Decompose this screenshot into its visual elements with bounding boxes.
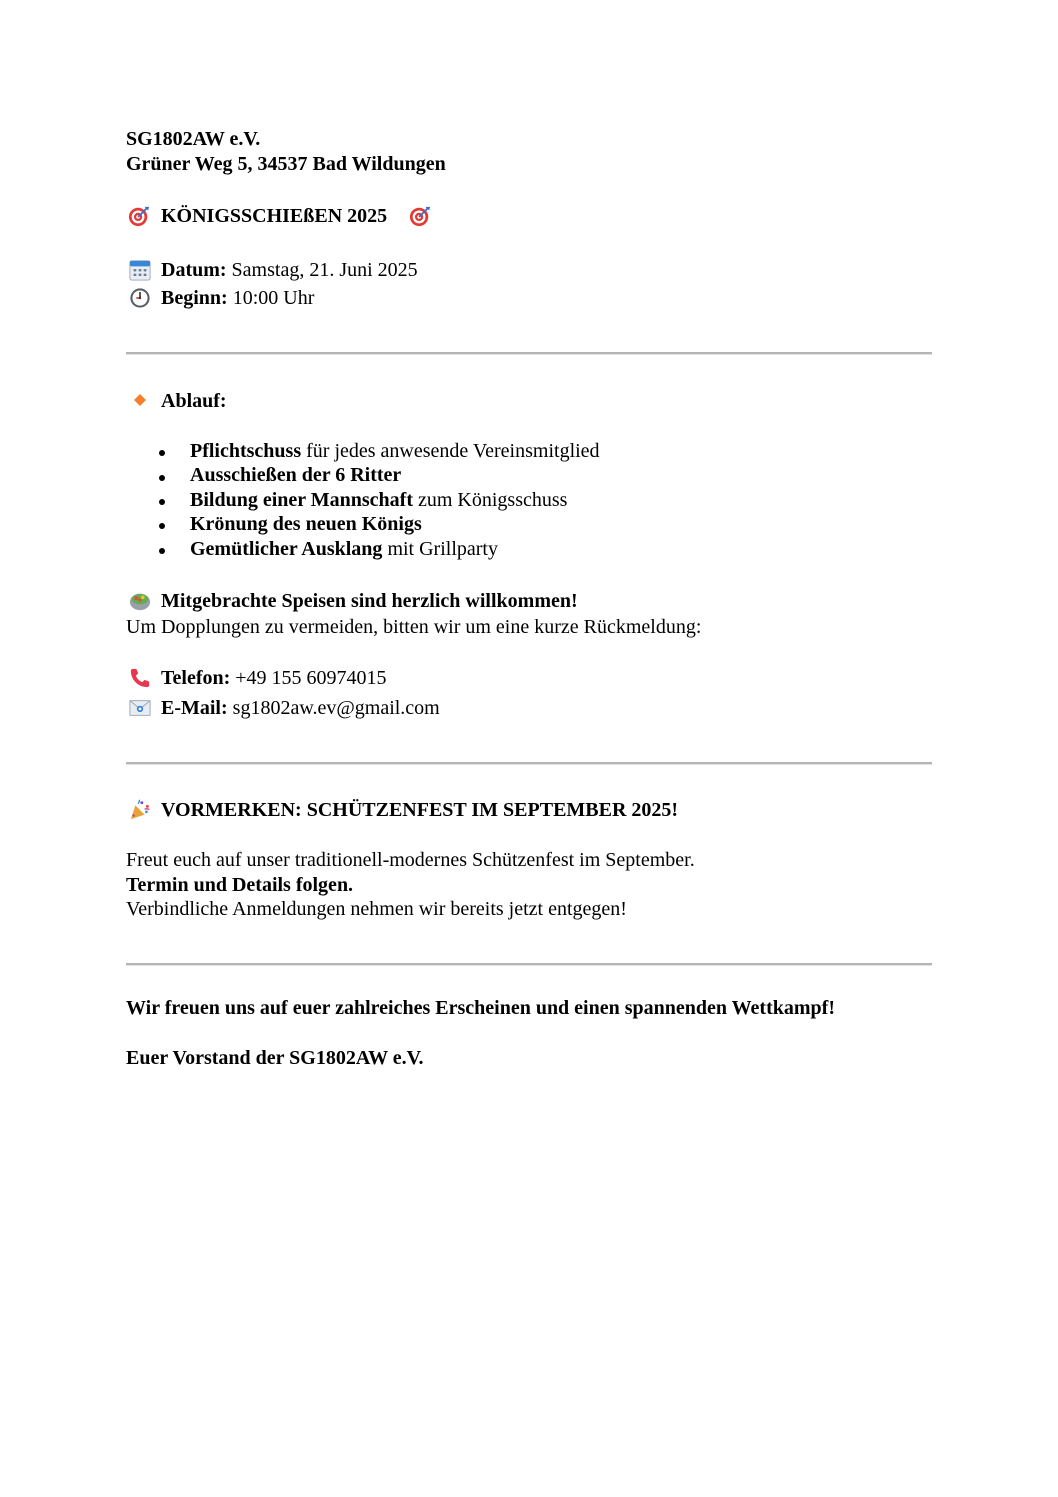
- event-start: [161, 286, 314, 310]
- list-item: [190, 512, 422, 536]
- food-heading: Mitgebrachte Speisen sind herzlich willkommen!: [161, 590, 578, 612]
- item-bold-text: Gemütlicher Ausklang: [190, 538, 383, 560]
- list-item: [190, 488, 567, 512]
- clock-icon: [129, 287, 151, 309]
- contact-phone: [161, 666, 387, 690]
- date-value: Samstag, 21. Juni 2025: [231, 259, 418, 281]
- list-bullet: [159, 475, 165, 481]
- item-bold-text: Ausschießen der 6 Ritter: [190, 464, 402, 486]
- item-text: für jedes anwesende Vereinsmitglied: [301, 440, 600, 462]
- festival-line-2: Termin und Details folgen.: [126, 874, 354, 896]
- telephone-icon: [129, 667, 151, 689]
- org-name: SG1802AW e.V.: [126, 128, 261, 150]
- divider: [126, 963, 932, 966]
- list-item: [190, 537, 498, 561]
- closing-signature: Euer Vorstand der SG1802AW e.V.: [126, 1047, 424, 1069]
- salad-icon: [129, 590, 151, 612]
- envelope-icon: [129, 697, 151, 719]
- event-title: KÖNIGSSCHIEßEN 2025: [161, 205, 388, 227]
- festival-heading: VORMERKEN: SCHÜTZENFEST IM SEPTEMBER 2025!: [161, 799, 679, 821]
- schedule-heading: Ablauf:: [161, 390, 227, 412]
- party-popper-icon: [129, 799, 151, 821]
- orange-diamond-icon: [131, 391, 149, 409]
- divider: [126, 762, 932, 765]
- contact-email[interactable]: [161, 696, 440, 720]
- food-note: Um Dopplungen zu vermeiden, bitten wir um eine kurze Rückmeldung:: [126, 616, 702, 638]
- list-bullet: [159, 450, 165, 456]
- divider: [126, 352, 932, 355]
- target-icon: [409, 205, 431, 227]
- list-bullet: [159, 523, 165, 529]
- event-date: [161, 258, 418, 282]
- item-bold-text: Pflichtschuss: [190, 440, 302, 462]
- item-bold-text: Krönung des neuen Königs: [190, 513, 422, 535]
- item-text: mit Grillparty: [382, 538, 498, 560]
- start-label: Beginn:: [161, 287, 228, 309]
- festival-line-3: Verbindliche Anmeldungen nehmen wir bereits jetzt entgegen!: [126, 898, 627, 920]
- email-link[interactable]: sg1802aw.ev@gmail.com: [232, 697, 440, 719]
- org-address: Grüner Weg 5, 34537 Bad Wildungen: [126, 153, 446, 175]
- item-bold-text: Bildung einer Mannschaft: [190, 489, 413, 511]
- phone-label: Telefon:: [161, 667, 231, 689]
- list-bullet: [159, 548, 165, 554]
- target-icon: [128, 205, 150, 227]
- list-item: [190, 439, 600, 463]
- list-item: [190, 463, 401, 487]
- item-text: zum Königsschuss: [413, 489, 568, 511]
- closing-message: Wir freuen uns auf euer zahlreiches Erscheinen und einen spannenden Wettkampf!: [126, 997, 835, 1019]
- phone-value: +49 155 60974015: [235, 667, 387, 689]
- list-bullet: [159, 499, 165, 505]
- festival-line-1: Freut euch auf unser traditionell-modernes Schützenfest im September.: [126, 849, 695, 871]
- calendar-icon: [129, 259, 151, 281]
- email-label: E-Mail:: [161, 697, 228, 719]
- start-value: 10:00 Uhr: [232, 287, 315, 309]
- date-label: Datum:: [161, 259, 227, 281]
